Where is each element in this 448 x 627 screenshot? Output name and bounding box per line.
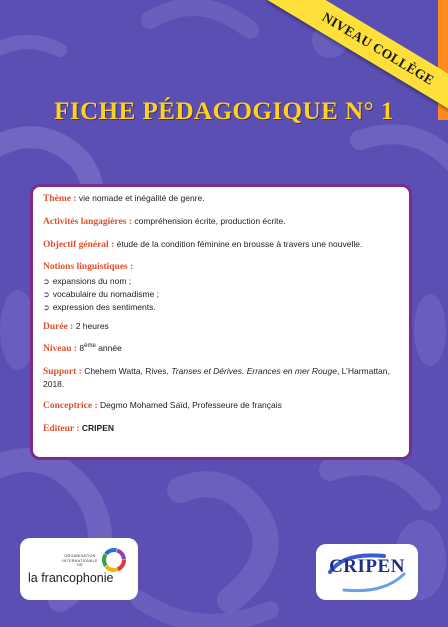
support-author: Chehem Watta, Rives,	[84, 366, 169, 377]
francophonie-ring-icon	[100, 546, 128, 574]
theme-row	[43, 193, 399, 206]
notions-label: Notions linguistiques :	[43, 261, 134, 272]
editeur-label: Editeur :	[43, 423, 80, 434]
activites-label: Activités langagières :	[43, 216, 132, 227]
niveau-row	[43, 343, 399, 356]
niveau-sup: ème	[84, 343, 96, 350]
duree-label: Durée :	[43, 321, 74, 332]
theme-value: vie nomade et inégalité de genre.	[78, 193, 205, 203]
conceptrice-row	[43, 400, 399, 413]
arrow-bullet-icon: ➲	[43, 302, 50, 312]
editeur-value: CRIPEN	[81, 422, 115, 433]
francophonie-logo	[20, 538, 138, 600]
notions-row	[43, 262, 399, 313]
conceptrice-value: Degmo Mohamed Saïd, Professeure de français	[99, 399, 282, 410]
support-publisher: , L’Harmattan, 2018.	[43, 366, 390, 390]
list-item: ➲ expression des sentiments.	[43, 301, 156, 312]
arrow-bullet-icon: ➲	[43, 289, 50, 299]
support-title: Transes et Dérives. Errances en mer Rouge	[171, 366, 337, 377]
editeur-row	[43, 423, 399, 436]
level-ribbon: NIVEAU COLLÈGE	[267, 0, 448, 124]
list-item: ➲ expansions du nom ;	[43, 275, 132, 286]
cripen-logo	[316, 544, 418, 600]
arrow-bullet-icon: ➲	[43, 276, 50, 286]
niveau-label: Niveau :	[43, 344, 78, 355]
niveau-rest: année	[98, 343, 122, 354]
objectif-value: étude de la condition féminine en brousse à travers une nouvelle.	[116, 238, 363, 249]
objectif-label: Objectif général :	[43, 239, 115, 250]
page-title: FICHE PÉDAGOGIQUE N° 1	[54, 98, 394, 125]
activites-row	[43, 216, 399, 229]
duree-value: 2 heures	[75, 320, 109, 331]
oif-subtitle: ORGANISATION INTERNATIONALE DE	[62, 554, 98, 568]
niveau-number: 8	[79, 343, 85, 354]
objectif-row	[43, 239, 399, 252]
theme-label: Thème :	[43, 194, 77, 204]
activites-value: compréhension écrite, production écrite.	[134, 215, 286, 226]
support-row	[43, 366, 399, 390]
oif-name: la francophonie	[28, 571, 114, 585]
list-item: ➲ vocabulaire du nomadisme ;	[43, 288, 160, 299]
notions-list	[43, 276, 399, 313]
cripen-name: CRIPEN	[329, 556, 405, 577]
info-card	[30, 184, 412, 460]
duree-row	[43, 321, 399, 334]
support-label: Support :	[43, 367, 82, 378]
conceptrice-label: Conceptrice :	[43, 400, 98, 411]
